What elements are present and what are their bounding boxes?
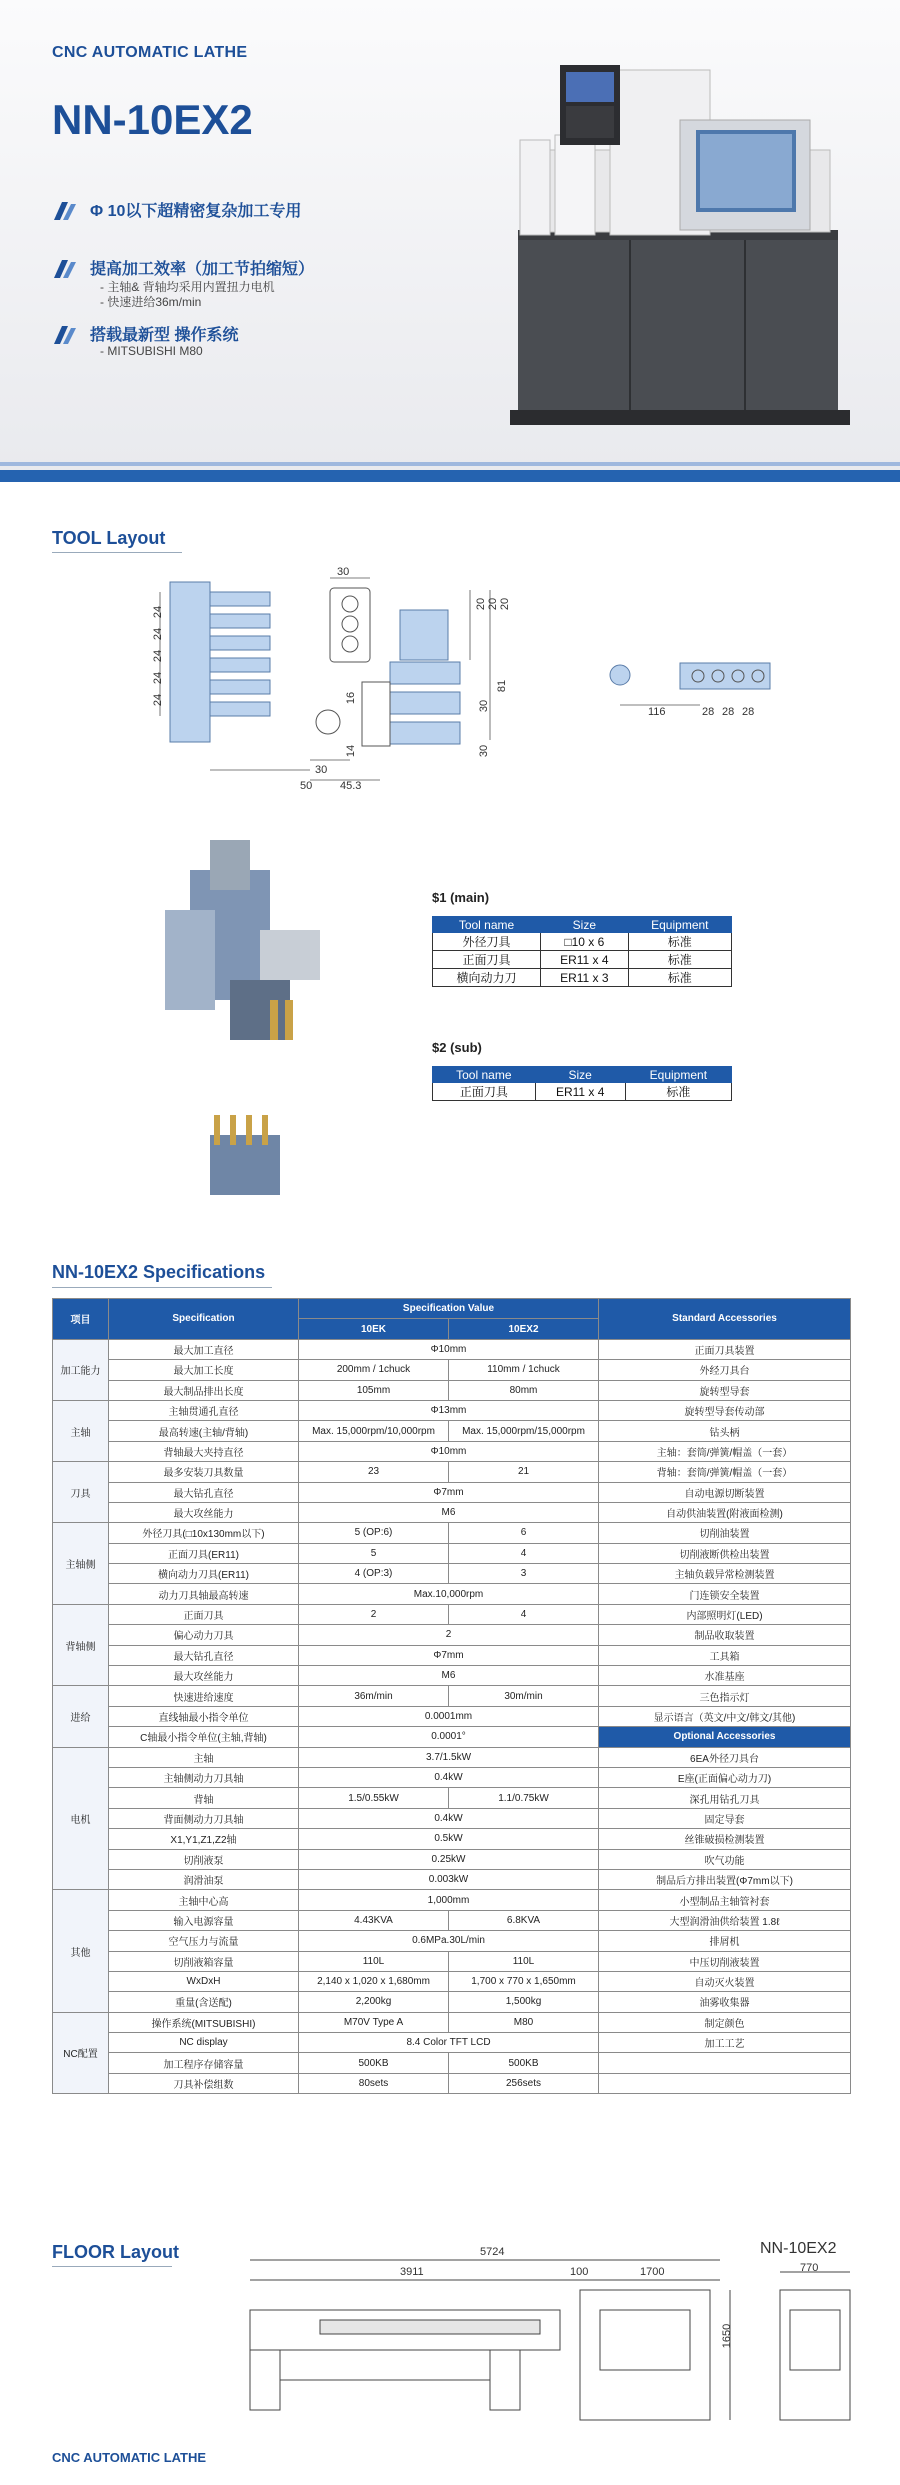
spec-cell: 主轴负载异常检测装置: [599, 1564, 851, 1584]
spec-cell: 自动灭火装置: [599, 1971, 851, 1991]
spec-group: 背轴侧: [53, 1604, 109, 1686]
spec-group: 电机: [53, 1747, 109, 1890]
spec-cell: 1,000mm: [299, 1890, 599, 1910]
spec-row: [53, 1360, 851, 1380]
spec-cell: 0.5kW: [299, 1829, 599, 1849]
spec-row: [53, 1931, 851, 1951]
spec-cell: 6: [449, 1523, 599, 1543]
cell: □10 x 6: [541, 933, 629, 951]
spec-cell: 自动电源切断装置: [599, 1482, 851, 1502]
spec-cell: Φ7mm: [299, 1482, 599, 1502]
spec-row: [53, 1971, 851, 1991]
spec-cell: 110mm / 1chuck: [449, 1360, 599, 1380]
header-tool-name: Tool name: [433, 917, 541, 933]
spec-cell: 最大攻丝能力: [109, 1502, 299, 1522]
spec-cell: 2: [299, 1604, 449, 1624]
feature-icon: [52, 200, 78, 222]
spec-cell: 加工程序存储容量: [109, 2053, 299, 2073]
dim-20b: 20: [487, 597, 500, 611]
spec-underline: [52, 1287, 272, 1288]
spec-cell: 背轴：套筒/弹簧/帽盖（一套）: [599, 1462, 851, 1482]
model-title: NN-10EX2: [52, 96, 253, 143]
spec-cell: 主轴：套筒/弹簧/帽盖（一套）: [599, 1441, 851, 1461]
spec-row: [53, 1462, 851, 1482]
spec-cell: 刀具补偿组数: [109, 2073, 299, 2093]
spec-cell: 门连锁安全装置: [599, 1584, 851, 1604]
spec-cell: 5 (OP:6): [299, 1523, 449, 1543]
spec-cell: M70V Type A: [299, 2012, 449, 2032]
spec-cell: 110L: [299, 1951, 449, 1971]
spec-row: [53, 1706, 851, 1726]
spec-cell: Max. 15,000rpm/10,000rpm: [299, 1421, 449, 1441]
spec-cell: 0.4kW: [299, 1767, 599, 1787]
spec-cell: 三色指示灯: [599, 1686, 851, 1706]
spec-cell: 工具箱: [599, 1645, 851, 1665]
spec-cell: 排屑机: [599, 1931, 851, 1951]
feature-title: 搭载最新型 操作系统: [90, 327, 239, 344]
spec-row: [53, 1584, 851, 1604]
spec-row: [53, 1604, 851, 1624]
spec-cell: 固定导套: [599, 1808, 851, 1828]
spec-cell: 500KB: [299, 2053, 449, 2073]
spec-cell: 最大钻孔直径: [109, 1482, 299, 1502]
dim-24-3: 24: [152, 649, 165, 663]
feature-icon: [52, 324, 78, 346]
feature-title: 提高加工效率（加工节拍缩短）: [90, 261, 315, 278]
head-value: Specification Value: [299, 1299, 599, 1319]
spec-cell: 切削液泵: [109, 1849, 299, 1869]
spec-group: 主轴: [53, 1400, 109, 1461]
spec-cell: 21: [449, 1462, 599, 1482]
table-row: [433, 933, 732, 951]
spec-group: 刀具: [53, 1462, 109, 1523]
tool-layout-title: TOOL Layout: [52, 528, 166, 548]
spec-cell: 快速进给速度: [109, 1686, 299, 1706]
spec-cell: 最大加工长度: [109, 1360, 299, 1380]
floor-layout-title: FLOOR Layout: [52, 2242, 179, 2262]
spec-cell: Φ13mm: [299, 1400, 599, 1420]
spec-row: [53, 1869, 851, 1889]
spec-group: 其他: [53, 1890, 109, 2012]
spec-cell: NC display: [109, 2033, 299, 2053]
spec-row: [53, 1625, 851, 1645]
spec-row: [53, 1645, 851, 1665]
feature-sub: - 主轴& 背轴均采用内置扭力电机: [100, 280, 275, 294]
spec-cell: 最大攻丝能力: [109, 1666, 299, 1686]
spec-cell: 水准基座: [599, 1666, 851, 1686]
spec-cell: 背面侧动力刀具轴: [109, 1808, 299, 1828]
dim-30d: 30: [478, 744, 491, 758]
spec-row: [53, 2053, 851, 2073]
spec-cell: 最大制品排出长度: [109, 1380, 299, 1400]
spec-cell: 钻头柄: [599, 1421, 851, 1441]
spec-row: [53, 1482, 851, 1502]
feature-sub: - 快速进给36m/min: [100, 295, 202, 309]
spec-row: [53, 1829, 851, 1849]
spec-cell: 0.6MPa.30L/min: [299, 1931, 599, 1951]
spec-cell: 操作系统(MITSUBISHI): [109, 2012, 299, 2032]
spec-cell: 主轴中心高: [109, 1890, 299, 1910]
spec-cell: 1.5/0.55kW: [299, 1788, 449, 1808]
spec-cell: X1,Y1,Z1,Z2轴: [109, 1829, 299, 1849]
spec-row: [53, 1400, 851, 1420]
spec-cell: 主轴: [109, 1747, 299, 1767]
cell: 标准: [628, 969, 731, 987]
floor-model: NN-10EX2: [760, 2240, 837, 2257]
spec-cell: C轴最小指令单位(主轴,背轴): [109, 1727, 299, 1747]
spec-cell: 1,700 x 770 x 1,650mm: [449, 1971, 599, 1991]
spec-cell: [599, 2053, 851, 2073]
spec-row: [53, 2033, 851, 2053]
spec-cell: 5: [299, 1543, 449, 1563]
dim-30a: 30: [337, 566, 350, 578]
dim-30b: 30: [315, 764, 328, 776]
spec-cell: 油雾收集器: [599, 1992, 851, 2012]
dim-45-3: 45.3: [340, 780, 362, 792]
spec-cell: Optional Accessories: [599, 1727, 851, 1747]
dim-81: 81: [496, 679, 509, 693]
spec-cell: 制品后方排出装置(Φ7mm以下): [599, 1869, 851, 1889]
spec-cell: 4.43KVA: [299, 1910, 449, 1930]
dim-28-1: 28: [702, 706, 715, 718]
spec-row: [53, 1543, 851, 1563]
cell: ER11 x 3: [541, 969, 629, 987]
spec-cell: 旋转型导套: [599, 1380, 851, 1400]
spec-cell: 横向动力刀具(ER11): [109, 1564, 299, 1584]
spec-row: [53, 1910, 851, 1930]
spec-cell: 1,500kg: [449, 1992, 599, 2012]
spec-cell: 0.003kW: [299, 1869, 599, 1889]
spec-cell: 最大钻孔直径: [109, 1645, 299, 1665]
spec-cell: 显示语言（英文/中文/韩文/其他): [599, 1706, 851, 1726]
spec-cell: 自动供油装置(附液面检测): [599, 1502, 851, 1522]
spec-cell: 8.4 Color TFT LCD: [299, 2033, 599, 2053]
spec-cell: M6: [299, 1666, 599, 1686]
spec-cell: 110L: [449, 1951, 599, 1971]
dim-24-5: 24: [152, 693, 165, 707]
spec-cell: 偏心动力刀具: [109, 1625, 299, 1645]
spec-cell: E座(正面偏心动力刀): [599, 1767, 851, 1787]
spec-cell: 4 (OP:3): [299, 1564, 449, 1584]
header-equipment: Equipment: [628, 917, 731, 933]
spec-row: [53, 1523, 851, 1543]
spec-cell: 吹气功能: [599, 1849, 851, 1869]
spec-cell: 直线轴最小指令单位: [109, 1706, 299, 1726]
dim-24-4: 24: [152, 671, 165, 685]
head-accessories: Standard Accessories: [599, 1299, 851, 1340]
dim-1650: 1650: [721, 2323, 734, 2349]
spec-cell: 外经刀具台: [599, 1360, 851, 1380]
spec-cell: Φ10mm: [299, 1339, 599, 1359]
spec-cell: 中压切削液装置: [599, 1951, 851, 1971]
spec-cell: 深孔用钻孔刀具: [599, 1788, 851, 1808]
spec-table: [52, 1298, 851, 2094]
spec-cell: 4: [449, 1604, 599, 1624]
spec-cell: 空气压力与流量: [109, 1931, 299, 1951]
cell: 横向动力刀: [433, 969, 541, 987]
dim-24-1: 24: [152, 605, 165, 619]
spec-cell: 切削油装置: [599, 1523, 851, 1543]
feature-sub: - MITSUBISHI M80: [100, 344, 203, 358]
tool-block-sub-image: [200, 1105, 300, 1205]
spec-cell: 动力刀具轴最高转速: [109, 1584, 299, 1604]
dim-14: 14: [345, 744, 358, 758]
dim-116: 116: [648, 706, 666, 718]
head-model-1: 10EK: [299, 1319, 449, 1339]
sub-tool-diagram: [600, 655, 800, 715]
spec-cell: 正面刀具: [109, 1604, 299, 1624]
spec-row: [53, 2073, 851, 2093]
spec-row: [53, 1339, 851, 1359]
spec-cell: 旋转型导套传动部: [599, 1400, 851, 1420]
feature-icon: [52, 258, 78, 280]
cell: 外径刀具: [433, 933, 541, 951]
dim-3911: 3911: [400, 2266, 424, 2278]
spec-cell: M80: [449, 2012, 599, 2032]
spec-row: [53, 1564, 851, 1584]
spec-cell: 正面刀具(ER11): [109, 1543, 299, 1563]
spec-cell: 23: [299, 1462, 449, 1482]
tool-layout-underline: [52, 552, 182, 553]
spec-cell: 制品收取装置: [599, 1625, 851, 1645]
dim-20a: 20: [475, 597, 488, 611]
cell: 标准: [628, 933, 731, 951]
spec-cell: [599, 2073, 851, 2093]
spec-cell: WxDxH: [109, 1971, 299, 1991]
spec-cell: Max.10,000rpm: [299, 1584, 599, 1604]
dim-28-2: 28: [722, 706, 735, 718]
dim-30c: 30: [478, 699, 491, 713]
spec-cell: 105mm: [299, 1380, 449, 1400]
spec-cell: M6: [299, 1502, 599, 1522]
sub-table-title: $2 (sub): [432, 1040, 482, 1055]
spec-row: [53, 1849, 851, 1869]
cell: 标准: [625, 1083, 731, 1101]
spec-cell: 润滑油泵: [109, 1869, 299, 1889]
spec-cell: Φ7mm: [299, 1645, 599, 1665]
spec-cell: 3.7/1.5kW: [299, 1747, 599, 1767]
tool-block-main-image: [150, 830, 350, 1070]
spec-cell: 输入电源容量: [109, 1910, 299, 1930]
spec-cell: 200mm / 1chuck: [299, 1360, 449, 1380]
spec-body: [53, 1339, 851, 2093]
cell: 标准: [628, 951, 731, 969]
brand-name: CNC AUTOMATIC LATHE: [52, 44, 248, 61]
spec-group: NC配置: [53, 2012, 109, 2094]
spec-cell: 80mm: [449, 1380, 599, 1400]
spec-cell: 1.1/0.75kW: [449, 1788, 599, 1808]
main-tool-table: [432, 916, 732, 987]
spec-group: 主轴侧: [53, 1523, 109, 1605]
spec-cell: 3: [449, 1564, 599, 1584]
dim-5724: 5724: [480, 2246, 505, 2258]
spec-cell: 重量(含送配): [109, 1992, 299, 2012]
floor-underline: [52, 2266, 172, 2267]
floor-layout-diagram: [240, 2250, 860, 2440]
table-row: [433, 951, 732, 969]
head-spec: Specification: [109, 1299, 299, 1340]
spec-cell: 切削液断供检出装置: [599, 1543, 851, 1563]
spec-cell: 主轴侧动力刀具轴: [109, 1767, 299, 1787]
spec-row: [53, 1502, 851, 1522]
spec-cell: 最大加工直径: [109, 1339, 299, 1359]
spec-row: [53, 1951, 851, 1971]
dim-28-3: 28: [742, 706, 755, 718]
hero-band-light: [0, 462, 900, 466]
spec-cell: 6.8KVA: [449, 1910, 599, 1930]
cell: 正面刀具: [433, 951, 541, 969]
spec-cell: 6EA外径刀具台: [599, 1747, 851, 1767]
spec-row: [53, 1686, 851, 1706]
spec-cell: 0.0001°: [299, 1727, 599, 1747]
dim-24-2: 24: [152, 627, 165, 641]
dim-16: 16: [345, 691, 358, 705]
spec-cell: 500KB: [449, 2053, 599, 2073]
spec-cell: 最多安装刀具数量: [109, 1462, 299, 1482]
spec-cell: 36m/min: [299, 1686, 449, 1706]
dim-20c: 20: [499, 597, 512, 611]
head-item: 项目: [53, 1299, 109, 1340]
spec-cell: 主轴贯通孔直径: [109, 1400, 299, 1420]
spec-cell: 0.25kW: [299, 1849, 599, 1869]
table-row: [433, 969, 732, 987]
spec-row: [53, 1441, 851, 1461]
spec-cell: 4: [449, 1543, 599, 1563]
spec-cell: 内部照明灯(LED): [599, 1604, 851, 1624]
spec-cell: Φ10mm: [299, 1441, 599, 1461]
spec-group: 进给: [53, 1686, 109, 1747]
hero-band: [0, 470, 900, 482]
spec-cell: 30m/min: [449, 1686, 599, 1706]
spec-row: [53, 1747, 851, 1767]
spec-cell: Max. 15,000rpm/15,000rpm: [449, 1421, 599, 1441]
spec-cell: 小型制品主轴管衬套: [599, 1890, 851, 1910]
spec-cell: 正面刀具装置: [599, 1339, 851, 1359]
cell: ER11 x 4: [541, 951, 629, 969]
spec-cell: 大型润滑油供给装置 1.8ℓ: [599, 1910, 851, 1930]
feature-title: Φ 10以下超精密复杂加工专用: [90, 203, 302, 220]
cell: ER11 x 4: [535, 1083, 625, 1101]
main-table-title: $1 (main): [432, 890, 490, 905]
tool-layout-diagram: [150, 570, 530, 800]
spec-cell: 加工工艺: [599, 2033, 851, 2053]
spec-cell: 256sets: [449, 2073, 599, 2093]
spec-row: [53, 1808, 851, 1828]
dim-100: 100: [570, 2266, 589, 2278]
dim-50: 50: [300, 780, 313, 792]
spec-cell: 制定颜色: [599, 2012, 851, 2032]
spec-cell: 2,200kg: [299, 1992, 449, 2012]
spec-row: [53, 1992, 851, 2012]
header-tool-name: Tool name: [433, 1067, 536, 1083]
spec-row: [53, 1788, 851, 1808]
spec-cell: 2: [299, 1625, 599, 1645]
spec-row: [53, 2012, 851, 2032]
head-model-2: 10EX2: [449, 1319, 599, 1339]
header-size: Size: [541, 917, 629, 933]
spec-title: NN-10EX2 Specifications: [52, 1262, 266, 1282]
dim-770: 770: [800, 2262, 819, 2274]
spec-cell: 80sets: [299, 2073, 449, 2093]
dim-1700: 1700: [640, 2266, 665, 2278]
spec-cell: 背轴最大夹持直径: [109, 1441, 299, 1461]
footer-brand: CNC AUTOMATIC LATHE: [52, 2450, 207, 2465]
spec-cell: 0.4kW: [299, 1808, 599, 1828]
spec-row: [53, 1890, 851, 1910]
spec-row: [53, 1767, 851, 1787]
spec-row: [53, 1421, 851, 1441]
header-equipment: Equipment: [625, 1067, 731, 1083]
spec-group: 加工能力: [53, 1339, 109, 1400]
spec-row: [53, 1666, 851, 1686]
spec-cell: 丝锥破损检测装置: [599, 1829, 851, 1849]
spec-cell: 外径刀具(□10x130mm以下): [109, 1523, 299, 1543]
spec-row: [53, 1727, 851, 1747]
spec-row: [53, 1380, 851, 1400]
spec-cell: 最高转速(主轴/背轴): [109, 1421, 299, 1441]
cell: 正面刀具: [433, 1083, 536, 1101]
spec-cell: 切削液箱容量: [109, 1951, 299, 1971]
spec-cell: 2,140 x 1,020 x 1,680mm: [299, 1971, 449, 1991]
header-size: Size: [535, 1067, 625, 1083]
table-row: [433, 1083, 732, 1101]
sub-tool-table: [432, 1066, 732, 1101]
spec-cell: 0.0001mm: [299, 1706, 599, 1726]
machine-illustration: [500, 50, 860, 430]
spec-cell: 背轴: [109, 1788, 299, 1808]
